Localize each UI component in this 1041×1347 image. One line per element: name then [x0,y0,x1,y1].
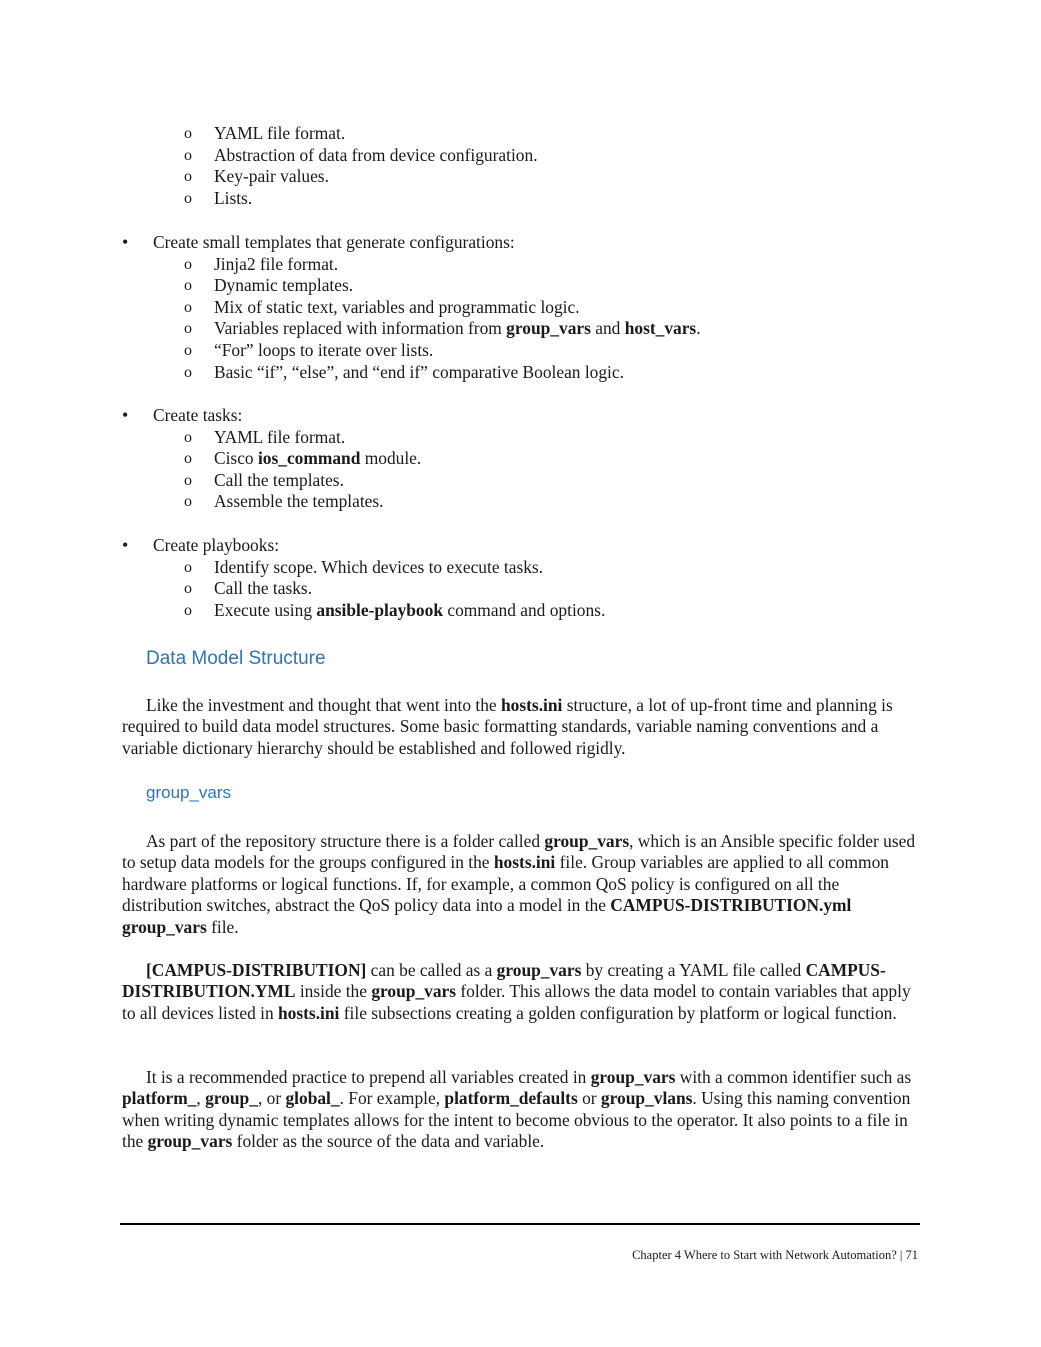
subsection-heading: group_vars [146,783,232,802]
sub-bullet-marker: o [184,558,192,576]
bold-term: group_vars [544,831,630,851]
sub-bullet-marker: o [184,450,192,468]
bold-term: host_vars [624,318,697,339]
bold-term: group_vars [147,1131,233,1152]
paragraph-campus-distribution: [CAMPUS-DISTRIBUTION] can be called as a group_vars by creating a YAML file called CAMPUS-DISTRIBUTION.YML inside the group_vars folder. This allows the data model to contain variables that apply to all devices listed in hosts.ini file subsections creating a golden configuration by platform or logical function. [122,960,911,1023]
sub-item-text: Execute using ansible-playbook command and options. [214,599,606,620]
sub-bullet-marker: o [184,580,192,598]
bold-term: ios_command [257,448,361,469]
page-footer: Chapter 4 Where to Start with Network Automation? | 71 [632,1248,918,1262]
sub-item-text: “For” loops to iterate over lists. [214,339,434,360]
bullet-marker: • [122,232,129,252]
sub-item-text: Abstraction of data from device configuration. [214,144,538,165]
sub-item-text: Dynamic templates. [214,275,354,296]
bold-term: group_vars [590,1067,676,1087]
sub-bullet-marker: o [184,298,192,316]
sub-item-text: Variables replaced with information from group_vars and host_vars. [214,318,701,339]
paragraph-intro: Like the investment and thought that went into the hosts.ini structure, a lot of up-front time and planning is required to build data model structures. Some basic formatting standards, variable naming conventions and a variable dictionary hierarchy should be established and followed rigidly. [122,695,893,758]
bold-term: group_vlans [600,1088,693,1109]
paragraph-naming-convention: It is a recommended practice to prepend all variables created in group_vars with a common identifier such as platform_, group_, or global_. For example, platform_defaults or group_vlans. Using this naming convention when writing dynamic templates allows for the intent to become obvious to the operator. It also points to a file in the group_vars folder as the source of the data and variable. [122,1067,912,1152]
sub-item-text: Lists. [214,187,253,208]
sub-item-text: YAML file format. [214,426,346,447]
bold-term: group_vars [371,981,457,1002]
paragraph-group-vars: As part of the repository structure there is a folder called group_vars, which is an Ansible specific folder used to setup data models for the groups configured in the hosts.ini file. Group variables are applied to all common hardware platforms or logical functions. If, for example, a common QoS policy is configured on all the distribution switches, abstract the QoS policy data into a model in the CAMPUS-DISTRIBUTION.yml group_vars file. [122,831,916,937]
bold-term: platform_ [122,1088,197,1109]
bold-term: hosts.ini [493,852,556,873]
bold-term: [CAMPUS-DISTRIBUTION] [146,960,367,980]
bold-term: CAMPUS-DISTRIBUTION.YML [122,960,886,1002]
sub-bullet-marker: o [184,428,192,446]
sub-bullet-marker: o [184,601,192,619]
bold-term: group_ [205,1088,258,1109]
bold-term: group_vars [506,318,591,339]
bold-term: CAMPUS-DISTRIBUTION.yml group_vars [122,895,852,937]
sub-bullet-marker: o [184,277,192,295]
sub-item-text: Call the templates. [214,469,344,490]
sub-item-text: Call the tasks. [214,578,313,599]
sub-item-text: YAML file format. [214,123,346,143]
section-heading: Data Model Structure [146,648,326,669]
sub-bullet-marker: o [184,146,192,164]
bold-term: group_vars [496,960,582,980]
bullet-marker: • [122,405,129,425]
sub-bullet-marker: o [184,493,192,511]
sub-bullet-marker: o [184,255,192,273]
bold-term: platform_defaults [444,1088,578,1109]
sub-bullet-marker: o [184,168,192,186]
bullet-text: Create tasks: [153,405,243,425]
sub-item-text: Mix of static text, variables and programmatic logic. [214,296,580,317]
bullet-marker: • [122,535,129,555]
sub-bullet-marker: o [184,471,192,489]
bullet-text: Create small templates that generate configurations: [153,232,515,252]
sub-item-text: Cisco ios_command module. [214,448,422,469]
sub-bullet-marker: o [184,320,192,338]
sub-item-text: Assemble the templates. [214,491,384,512]
sub-item-text: Basic “if”, “else”, and “end if” comparative Boolean logic. [214,361,624,382]
sub-item-text: Key-pair values. [214,166,329,187]
sub-bullet-marker: o [184,125,192,142]
bold-term: hosts.ini [278,1002,340,1023]
bold-term: ansible-playbook [316,599,443,620]
sub-item-text: Identify scope. Which devices to execute tasks. [214,556,544,577]
sub-item-text: Jinja2 file format. [214,253,339,274]
bold-term: global_ [285,1088,340,1109]
bullet-text: Create playbooks: [153,535,280,555]
sub-bullet-marker: o [184,189,192,207]
sub-bullet-marker: o [184,363,192,381]
footer-rule [120,1223,920,1225]
bold-term: hosts.ini [501,695,563,715]
sub-bullet-marker: o [184,341,192,359]
